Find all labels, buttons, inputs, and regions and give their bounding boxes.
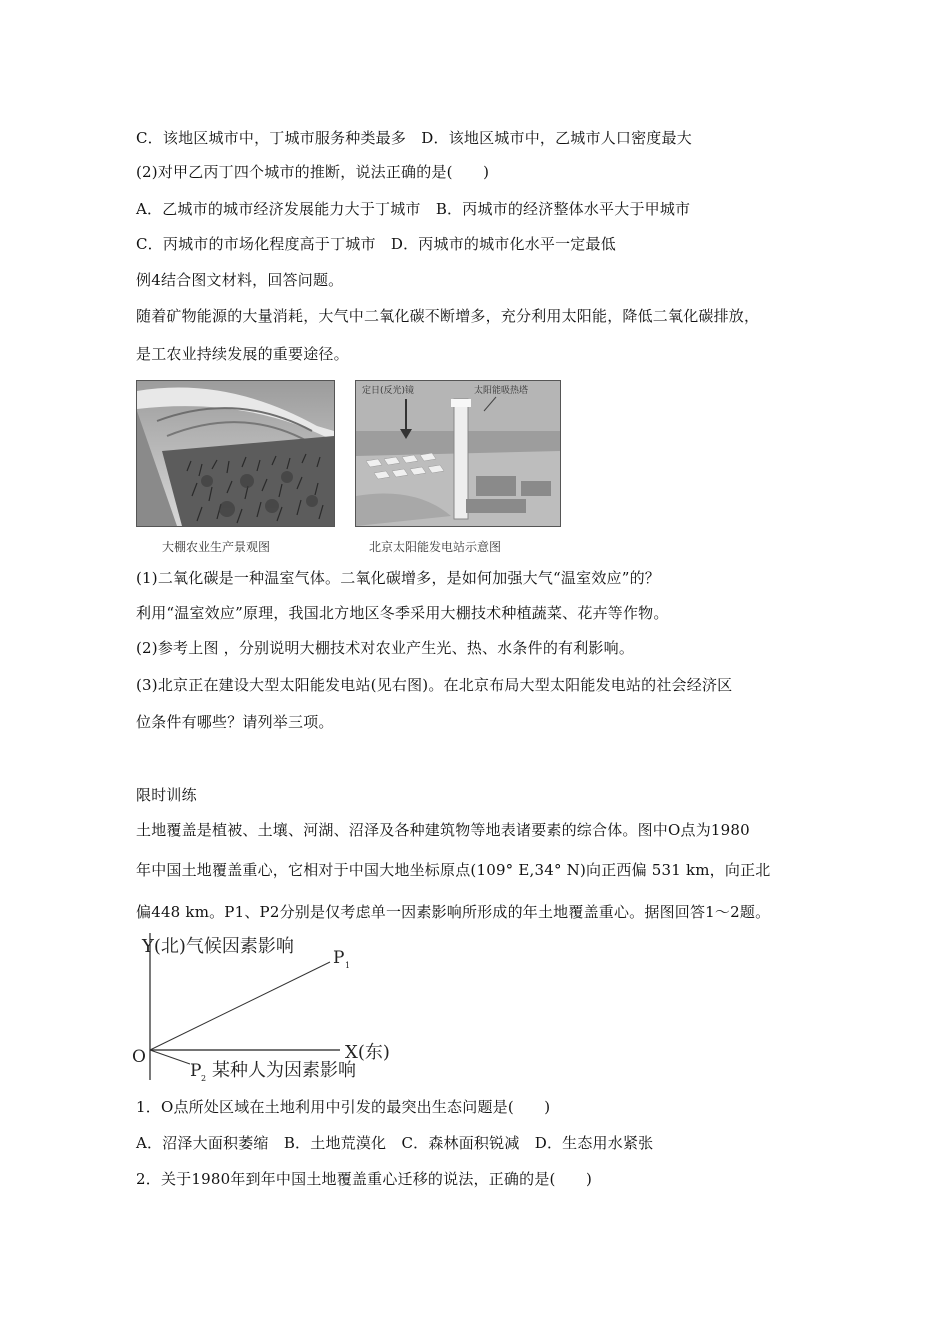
passage-line-1: 土地覆盖是植被、土壤、河湖、沼泽及各种建筑物等地表诸要素的综合体。图中O点为1980: [136, 821, 750, 839]
mc-question-2: 2．关于1980年到年中国土地覆盖重心迁移的说法，正确的是( ): [136, 1170, 593, 1188]
p2-line: [150, 1050, 190, 1064]
heliostat-label: 定日(反光)镜: [362, 386, 415, 396]
mc-question-1-options: A．沼泽大面积萎缩 B．土地荒漠化 C．森林面积锐减 D．生态用水紧张: [136, 1134, 654, 1152]
p1-subscript: 1: [345, 961, 351, 970]
solar-station-photo: [355, 380, 561, 527]
passage-line-3: 偏448 km。P1、P2分别是仅考虑单一因素影响所形成的年土地覆盖重心。据图回答1～2题。: [136, 903, 771, 921]
question-3-cont: 位条件有哪些？请列举三项。: [136, 713, 334, 731]
p2-label: P: [190, 1061, 202, 1081]
p2-description: 某种人为因素影响: [212, 1060, 356, 1081]
centroid-diagram: [130, 928, 420, 1083]
material-text-1: 随着矿物能源的大量消耗，大气中二氧化碳不断增多，充分利用太阳能，降低二氧化碳排放，: [136, 307, 760, 325]
greenhouse-photo: [136, 380, 335, 527]
p1-line: [150, 962, 330, 1050]
p2-subscript: 2: [201, 1074, 207, 1083]
greenhouse-text: 利用“温室效应”原理，我国北方地区冬季采用大棚技术种植蔬菜、花卉等作物。: [136, 604, 669, 622]
greenhouse-caption: 大棚农业生产景观图: [162, 540, 271, 554]
example-4-heading: 例4结合图文材料，回答问题。: [136, 271, 344, 289]
section-title: 限时训练: [136, 786, 197, 804]
solar-station-caption: 北京太阳能发电站示意图: [369, 540, 502, 554]
option-line-a-b: A．乙城市的城市经济发展能力大于丁城市 B．丙城市的经济整体水平大于甲城市: [136, 200, 691, 218]
question-1: (1)二氧化碳是一种温室气体。二氧化碳增多，是如何加强大气“温室效应”的？: [136, 569, 660, 587]
question-2-stem: (2)对甲乙丙丁四个城市的推断，说法正确的是( ): [136, 163, 490, 181]
passage-line-2: 年中国土地覆盖重心，它相对于中国大地坐标原点(109° E,34° N)向正西偏 531 km，向正北: [136, 861, 771, 879]
x-axis-label: X(东): [345, 1042, 390, 1063]
origin-label: O: [132, 1047, 146, 1067]
question-3: (3)北京正在建设大型太阳能发电站(见右图)。在北京布局大型太阳能发电站的社会经济区: [136, 676, 733, 694]
y-axis-label: Y(北)气候因素影响: [142, 936, 294, 957]
mc-question-1: 1．O点所处区域在土地利用中引发的最突出生态问题是( ): [136, 1098, 551, 1116]
option-line-c-d-2: C．丙城市的市场化程度高于丁城市 D．丙城市的城市化水平一定最低: [136, 235, 616, 253]
material-text-2: 是工农业持续发展的重要途径。: [136, 345, 349, 363]
question-2: (2)参考上图 ，分别说明大棚技术对农业产生光、热、水条件的有利影响。: [136, 639, 635, 657]
p1-label: P: [333, 948, 345, 968]
option-line-c-d: C．该地区城市中，丁城市服务种类最多 D．该地区城市中，乙城市人口密度最大: [136, 129, 692, 147]
tower-label: 太阳能吸热塔: [474, 386, 529, 396]
